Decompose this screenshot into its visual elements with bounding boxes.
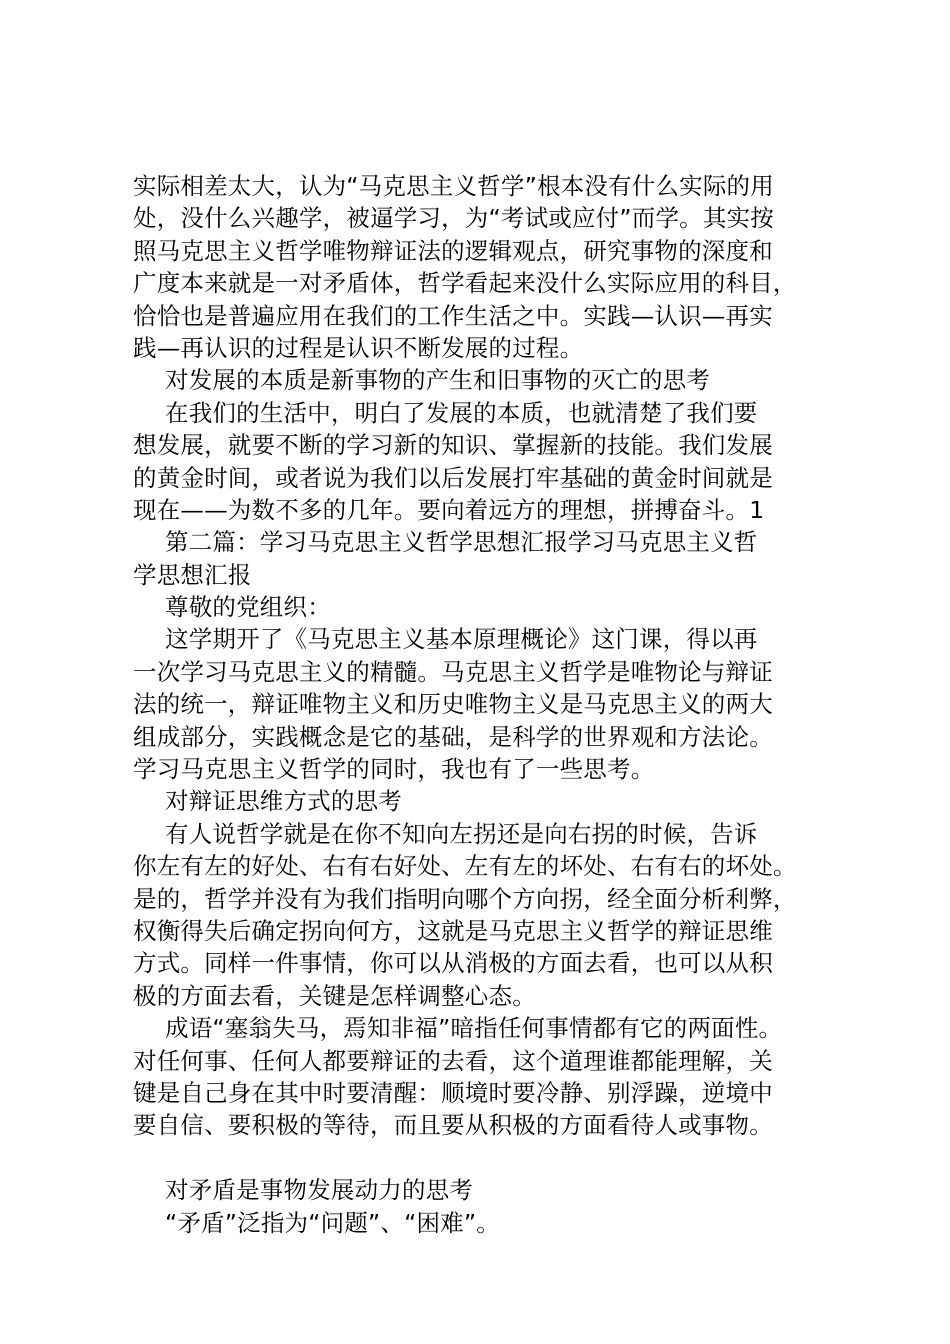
document-body — [133, 170, 853, 1239]
text-line: 有人说哲学就是在你不知向左拐还是向右拐的时候，告诉 — [165, 819, 758, 848]
text-line: 要自信、要积极的等待，而且要从积极的方面看待人或事物。 — [133, 1111, 773, 1140]
text-line: 广度本来就是一对矛盾体，哲学看起来没什么实际应用的科目， — [133, 269, 797, 298]
text-line: 对任何事、任何人都要辩证的去看，这个道理谁都能理解，关 — [133, 1046, 773, 1075]
section-heading: 对发展的本质是新事物的产生和旧事物的灭亡的思考 — [165, 366, 711, 395]
paragraph-gap — [133, 1142, 853, 1174]
text-line: 践—再认识的过程是认识不断发展的过程。 — [133, 333, 584, 362]
text-line: 的黄金时间，或者说为我们以后发展打牢基础的黄金时间就是 — [133, 463, 773, 492]
text-line: 组成部分，实践概念是它的基础，是科学的世界观和方法论。 — [133, 722, 773, 751]
chapter-title-cont: 学思想汇报 — [133, 560, 252, 589]
text-line: 处，没什么兴趣学，被逼学习，为“考试或应付”而学。其实按 — [133, 204, 774, 233]
text-line: 键是自己身在其中时要清醒：顺境时要冷静、别浮躁，逆境中 — [133, 1078, 773, 1107]
section-heading: 对辩证思维方式的思考 — [165, 787, 402, 816]
text-line: 这学期开了《马克思主义基本原理概论》这门课，得以再 — [165, 625, 758, 654]
text-line: 方式。同样一件事情，你可以从消极的方面去看，也可以从积 — [133, 949, 773, 978]
text-line: 一次学习马克思主义的精髓。马克思主义哲学是唯物论与辩证 — [133, 657, 773, 686]
text-line: 权衡得失后确定拐向何方，这就是马克思主义哲学的辩证思维 — [133, 916, 773, 945]
text-line: 实际相差太大，认为“马克思主义哲学”根本没有什么实际的用 — [133, 172, 774, 200]
salutation: 尊敬的党组织： — [165, 593, 331, 622]
text-line: 你左有左的好处、右有右好处、左有左的坏处、右有右的坏处。 — [133, 852, 797, 881]
text-line: 现在——为数不多的几年。要向着远方的理想，拼搏奋斗。1 — [133, 495, 765, 524]
text-line: 照马克思主义哲学唯物辩证法的逻辑观点，研究事物的深度和 — [133, 236, 773, 265]
text-line: “矛盾”泛指为“问题”、“困难”。 — [165, 1208, 500, 1237]
text-line: 极的方面去看，关键是怎样调整心态。 — [133, 981, 536, 1010]
chapter-title: 第二篇：学习马克思主义哲学思想汇报学习马克思主义哲 — [165, 528, 758, 557]
text-line: 学习马克思主义哲学的同时，我也有了一些思考。 — [133, 755, 655, 784]
text-line: 是的，哲学并没有为我们指明向哪个方向拐，经全面分析利弊， — [133, 884, 797, 913]
text-line: 恰恰也是普遍应用在我们的工作生活之中。实践—认识—再实 — [133, 301, 773, 330]
text-line: 法的统一，辩证唯物主义和历史唯物主义是马克思主义的两大 — [133, 690, 773, 719]
text-line: 在我们的生活中，明白了发展的本质，也就清楚了我们要 — [165, 398, 758, 427]
text-line: 想发展，就要不断的学习新的知识、掌握新的技能。我们发展 — [133, 431, 773, 460]
text-line: 成语“塞翁失马，焉知非福”暗指任何事情都有它的两面性。 — [165, 1014, 783, 1043]
section-heading: 对矛盾是事物发展动力的思考 — [165, 1176, 474, 1205]
